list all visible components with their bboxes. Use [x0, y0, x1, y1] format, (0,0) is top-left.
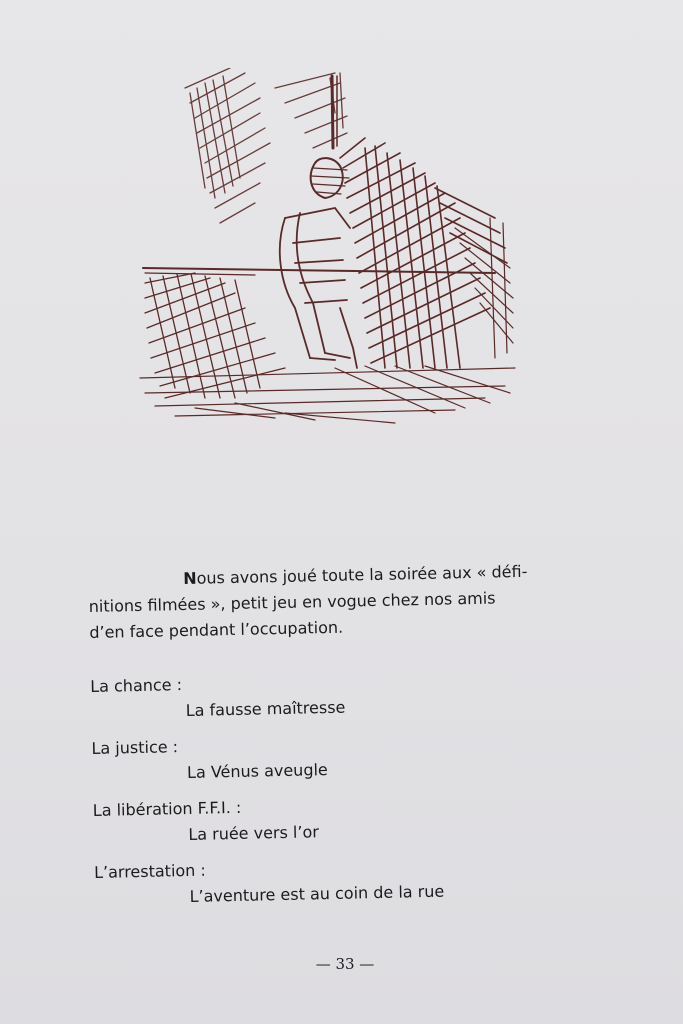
definition-term: L’arrestation : — [93, 860, 207, 882]
intro-line-3: d’en face pendant l’occupation. — [89, 617, 344, 642]
intro-line-2: nitions filmées », petit jeu en vogue chez nos amis — [88, 588, 496, 616]
definition-answer: La fausse maîtresse — [185, 697, 346, 721]
definition-item — [90, 666, 551, 724]
definition-answer: La Vénus aveugle — [186, 760, 328, 782]
definition-term: La justice : — [91, 737, 179, 758]
definition-term: La libération F.F.I. : — [92, 797, 242, 820]
definition-answer: La ruée vers l’or — [188, 822, 320, 844]
definitions-list — [90, 666, 555, 924]
ink-sketch-illustration — [135, 68, 520, 428]
intro-paragraph — [88, 558, 570, 646]
definition-answer: L’aventure est au coin de la rue — [189, 881, 445, 906]
definition-item — [93, 790, 554, 848]
definition-item — [94, 852, 555, 910]
intro-line-1-text: ous avons joué toute la soirée aux « défi- — [196, 561, 528, 588]
page-number: — 33 — — [315, 955, 375, 973]
definition-item — [91, 728, 552, 786]
drop-cap: N — [183, 568, 197, 589]
definition-term: La chance : — [90, 675, 183, 696]
